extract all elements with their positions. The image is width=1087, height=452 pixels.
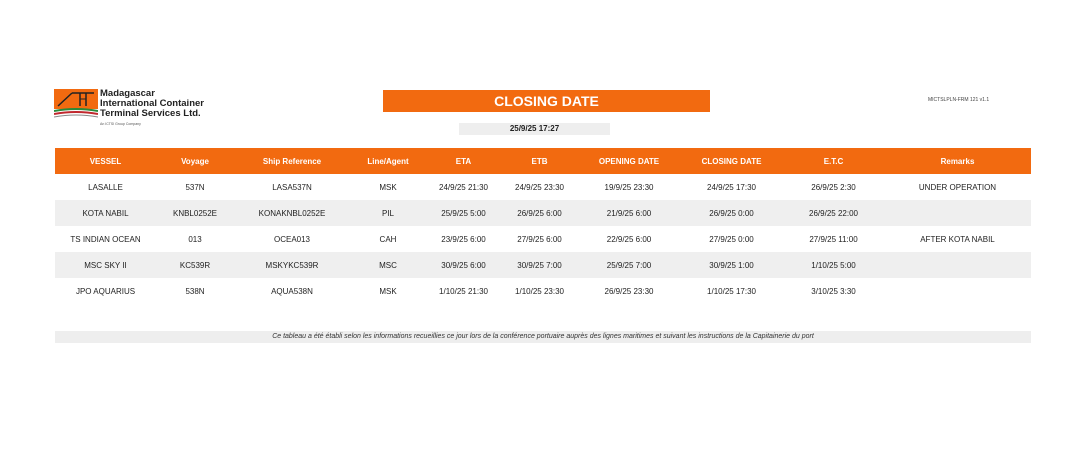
cell-etc: 26/9/25 22:00 — [783, 200, 884, 226]
cell-closing-date: 30/9/25 1:00 — [680, 252, 783, 278]
form-code: MICTSLPLN-FRM 121 v1.1 — [928, 97, 990, 103]
cell-closing-date: 27/9/25 0:00 — [709, 234, 754, 244]
cell-vessel: MSC SKY II — [55, 252, 156, 278]
header-line-agent: Line/Agent — [350, 148, 426, 174]
header-opening-date: OPENING DATE — [578, 148, 680, 174]
cell-ship-reference: KONAKNBL0252E — [234, 200, 350, 226]
header-etc: E.T.C — [783, 148, 884, 174]
cell-voyage: 537N — [185, 182, 205, 192]
cell-ship-reference: LASA537N — [272, 182, 312, 192]
header-closing-date: CLOSING DATE — [680, 148, 783, 174]
cell-etb: 26/9/25 6:00 — [501, 200, 578, 226]
table-row — [55, 174, 1031, 200]
cell-etc: 3/10/25 3:30 — [811, 286, 856, 296]
cell-remarks — [884, 200, 1031, 226]
company-logo — [54, 89, 224, 129]
cell-opening-date: 25/9/25 7:00 — [578, 252, 680, 278]
cell-opening-date: 19/9/25 23:30 — [604, 182, 654, 192]
cell-line-agent: MSC — [350, 252, 426, 278]
table-header-row — [55, 148, 1031, 174]
cell-eta: 25/9/25 5:00 — [426, 200, 501, 226]
cell-line-agent: MSK — [379, 286, 397, 296]
header-ship-reference: Ship Reference — [234, 148, 350, 174]
company-tagline: An ICTSI Group Company — [100, 122, 141, 126]
table-row — [55, 200, 1031, 226]
header-eta: ETA — [426, 148, 501, 174]
cell-eta: 23/9/25 6:00 — [441, 234, 486, 244]
cell-etb: 24/9/25 23:30 — [515, 182, 564, 192]
header-remarks: Remarks — [884, 148, 1031, 174]
cell-line-agent: MSK — [379, 182, 397, 192]
footer-note: Ce tableau a été établi selon les informations recueillies ce jour lors de la conférence portuaire auprès des lignes maritimes et suivant les instructions de la Capitainerie du port — [55, 331, 1031, 343]
cell-eta: 24/9/25 21:30 — [439, 182, 488, 192]
cell-line-agent: PIL — [350, 200, 426, 226]
cell-etc: 27/9/25 11:00 — [809, 234, 858, 244]
cell-line-agent: CAH — [379, 234, 397, 244]
cell-closing-date: 26/9/25 0:00 — [680, 200, 783, 226]
report-datetime: 25/9/25 17:27 — [459, 123, 610, 135]
table-row — [55, 278, 1031, 304]
table-row — [55, 252, 1031, 278]
cell-remarks — [884, 252, 1031, 278]
cell-vessel: TS INDIAN OCEAN — [70, 234, 141, 244]
cell-eta: 30/9/25 6:00 — [426, 252, 501, 278]
company-name: Madagascar International Container Terminal Services Ltd. — [100, 88, 204, 119]
header-vessel: VESSEL — [55, 148, 156, 174]
cell-closing-date: 1/10/25 17:30 — [707, 286, 756, 296]
cell-etb: 1/10/25 23:30 — [515, 286, 564, 296]
page-title: CLOSING DATE — [383, 90, 710, 112]
closing-date-table — [55, 148, 1031, 304]
cell-opening-date: 22/9/25 6:00 — [606, 234, 652, 244]
cell-eta: 1/10/25 21:30 — [439, 286, 488, 296]
cell-voyage: KC539R — [156, 252, 234, 278]
header-etb: ETB — [501, 148, 578, 174]
cell-vessel: LASALLE — [88, 182, 123, 192]
cell-ship-reference: MSKYKC539R — [234, 252, 350, 278]
cell-voyage: 538N — [185, 286, 205, 296]
cell-closing-date: 24/9/25 17:30 — [707, 182, 756, 192]
cell-voyage: 013 — [188, 234, 202, 244]
cell-remarks — [884, 278, 1031, 304]
cell-etb: 27/9/25 6:00 — [517, 234, 562, 244]
cell-vessel: JPO AQUARIUS — [75, 286, 136, 296]
cell-voyage: KNBL0252E — [156, 200, 234, 226]
cell-opening-date: 26/9/25 23:30 — [604, 286, 654, 296]
cell-remarks: UNDER OPERATION — [918, 182, 997, 192]
cell-vessel: KOTA NABIL — [55, 200, 156, 226]
cell-etb: 30/9/25 7:00 — [501, 252, 578, 278]
table-row — [55, 226, 1031, 252]
cell-etc: 1/10/25 5:00 — [783, 252, 884, 278]
cell-opening-date: 21/9/25 6:00 — [578, 200, 680, 226]
header-voyage: Voyage — [156, 148, 234, 174]
cell-ship-reference: OCEA013 — [273, 234, 311, 244]
crane-logo-icon — [54, 89, 98, 121]
cell-remarks: AFTER KOTA NABIL — [920, 234, 995, 244]
cell-ship-reference: AQUA538N — [271, 286, 313, 296]
cell-etc: 26/9/25 2:30 — [811, 182, 856, 192]
